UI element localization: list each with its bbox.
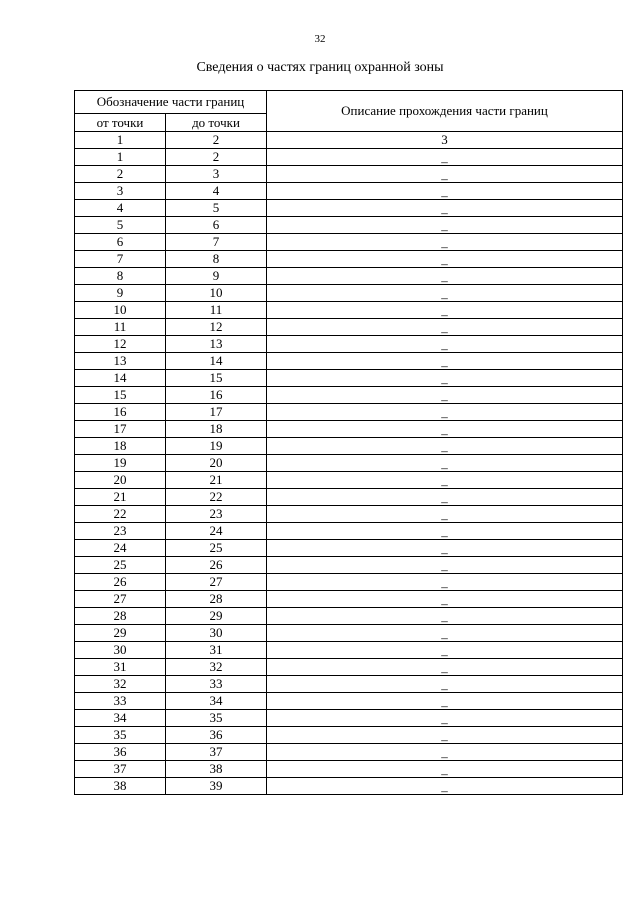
from-point-cell: 34 [75,710,166,727]
to-point-cell: 33 [166,676,267,693]
to-point-cell: 18 [166,421,267,438]
from-point-cell: 26 [75,574,166,591]
description-text: – [441,375,448,390]
description-text: – [441,766,448,781]
to-point-cell: 17 [166,404,267,421]
table-row [75,523,623,540]
header-from-point: от точки [75,114,166,132]
from-point-cell: 36 [75,744,166,761]
description-text: – [441,273,448,288]
boundary-parts-table [74,90,623,798]
to-point-cell: 10 [166,285,267,302]
to-point-cell: 3 [166,166,267,183]
from-point-cell: 19 [75,455,166,472]
table-row [75,744,623,761]
description-text: – [441,511,448,526]
description-text: – [441,698,448,713]
table-row [75,489,623,506]
from-point-cell: 4 [75,200,166,217]
description-text: – [441,732,448,747]
from-point-cell: 15 [75,387,166,404]
from-point-cell: 21 [75,489,166,506]
to-point-cell: 11 [166,302,267,319]
to-point-cell: 36 [166,727,267,744]
description-text: – [441,392,448,407]
to-point-cell: 13 [166,336,267,353]
description-text: – [441,188,448,203]
to-point-cell: 35 [166,710,267,727]
table-row [75,727,623,744]
from-point-cell: 14 [75,370,166,387]
to-point-cell: 7 [166,234,267,251]
to-point-cell: 8 [166,251,267,268]
from-point-cell: 27 [75,591,166,608]
to-point-cell: 6 [166,217,267,234]
table-body [75,149,623,798]
from-point-cell: 16 [75,404,166,421]
from-point-cell: 30 [75,642,166,659]
table-row [75,506,623,523]
description-text: – [441,647,448,662]
from-point-cell: 3 [75,183,166,200]
document-title: Сведения о частях границ охранной зоны [196,60,444,75]
from-point-cell: 20 [75,472,166,489]
to-point-cell: 16 [166,387,267,404]
table-row [75,659,623,676]
description-text: – [441,630,448,645]
to-point-cell: 31 [166,642,267,659]
table-row [75,642,623,659]
description-cell [267,149,623,169]
to-point-cell: 27 [166,574,267,591]
header-boundary-description: Описание прохождения части границ [267,91,623,132]
to-point-cell: 32 [166,659,267,676]
table-row [75,438,623,455]
table-row [75,540,623,557]
table-row [75,166,623,183]
description-text: – [441,409,448,424]
description-text: – [441,545,448,560]
table-row [75,693,623,710]
column-number-3: 3 [267,132,623,149]
to-point-cell: 2 [166,149,267,166]
description-text: – [441,664,448,679]
from-point-cell: 32 [75,676,166,693]
table-row [75,251,623,268]
from-point-cell: 17 [75,421,166,438]
table-row [75,336,623,353]
description-text: – [441,358,448,373]
to-point-cell: 28 [166,591,267,608]
table-row [75,676,623,693]
description-text: – [441,460,448,475]
to-point-cell: 34 [166,693,267,710]
description-text: – [441,171,448,186]
to-point-cell: 4 [166,183,267,200]
to-point-cell: 23 [166,506,267,523]
from-point-cell: 25 [75,557,166,574]
description-text: – [441,222,448,237]
to-point-cell: 5 [166,200,267,217]
table-row [75,574,623,591]
from-point-cell: 6 [75,234,166,251]
from-point-cell: 18 [75,438,166,455]
description-text: – [441,749,448,764]
table-row [75,625,623,642]
from-point-cell: 37 [75,761,166,778]
from-point-cell: 9 [75,285,166,302]
description-text: – [441,681,448,696]
description-text: – [441,579,448,594]
description-text: – [441,783,448,798]
description-text: – [441,528,448,543]
to-point-cell: 22 [166,489,267,506]
table-row [75,353,623,370]
from-point-cell: 2 [75,166,166,183]
to-point-cell: 9 [166,268,267,285]
table-row [75,370,623,387]
description-text: – [441,307,448,322]
column-number-1: 1 [75,132,166,149]
from-point-cell: 7 [75,251,166,268]
to-point-cell: 15 [166,370,267,387]
to-point-cell: 14 [166,353,267,370]
table-row [75,591,623,608]
to-point-cell: 19 [166,438,267,455]
description-text: – [441,477,448,492]
header-to-point: до точки [166,114,267,132]
from-point-cell: 8 [75,268,166,285]
table-row [75,285,623,302]
from-point-cell: 38 [75,778,166,795]
from-point-cell: 22 [75,506,166,523]
to-point-cell: 21 [166,472,267,489]
table-row [75,149,623,166]
to-point-cell: 29 [166,608,267,625]
table-row [75,472,623,489]
table-row [75,234,623,251]
table-row [75,421,623,438]
description-text: – [441,341,448,356]
header-boundary-designation: Обозначение части границ [75,91,267,114]
table-row [75,404,623,421]
description-text: – [441,239,448,254]
description-text: – [441,562,448,577]
description-text: – [441,324,448,339]
description-text: – [441,443,448,458]
table-row [75,183,623,200]
to-point-cell: 30 [166,625,267,642]
table-row [75,608,623,625]
from-point-cell: 13 [75,353,166,370]
to-point-cell: 20 [166,455,267,472]
table-row [75,387,623,404]
to-point-cell: 12 [166,319,267,336]
from-point-cell: 28 [75,608,166,625]
description-text: – [441,715,448,730]
description-text: – [441,256,448,271]
description-text: – [441,426,448,441]
table-row [75,217,623,234]
description-text: – [441,154,448,169]
table-row [75,778,623,795]
table-row [75,557,623,574]
from-point-cell: 1 [75,149,166,166]
description-text: – [441,205,448,220]
from-point-cell: 11 [75,319,166,336]
to-point-cell: 25 [166,540,267,557]
to-point-cell: 39 [166,778,267,795]
to-point-cell: 26 [166,557,267,574]
page-number: 32 [314,33,326,45]
to-point-cell: 24 [166,523,267,540]
from-point-cell: 10 [75,302,166,319]
table-row [75,268,623,285]
table-row [75,761,623,778]
from-point-cell: 24 [75,540,166,557]
to-point-cell: 37 [166,744,267,761]
description-text: – [441,613,448,628]
from-point-cell: 5 [75,217,166,234]
from-point-cell: 12 [75,336,166,353]
description-text: – [441,494,448,509]
from-point-cell: 29 [75,625,166,642]
to-point-cell: 38 [166,761,267,778]
from-point-cell: 23 [75,523,166,540]
table-row [75,319,623,336]
from-point-cell: 33 [75,693,166,710]
description-text: – [441,596,448,611]
description-text: – [441,290,448,305]
column-number-2: 2 [166,132,267,149]
from-point-cell: 31 [75,659,166,676]
table-row [75,200,623,217]
table-row [75,710,623,727]
table-row [75,455,623,472]
table-row [75,302,623,319]
from-point-cell: 35 [75,727,166,744]
